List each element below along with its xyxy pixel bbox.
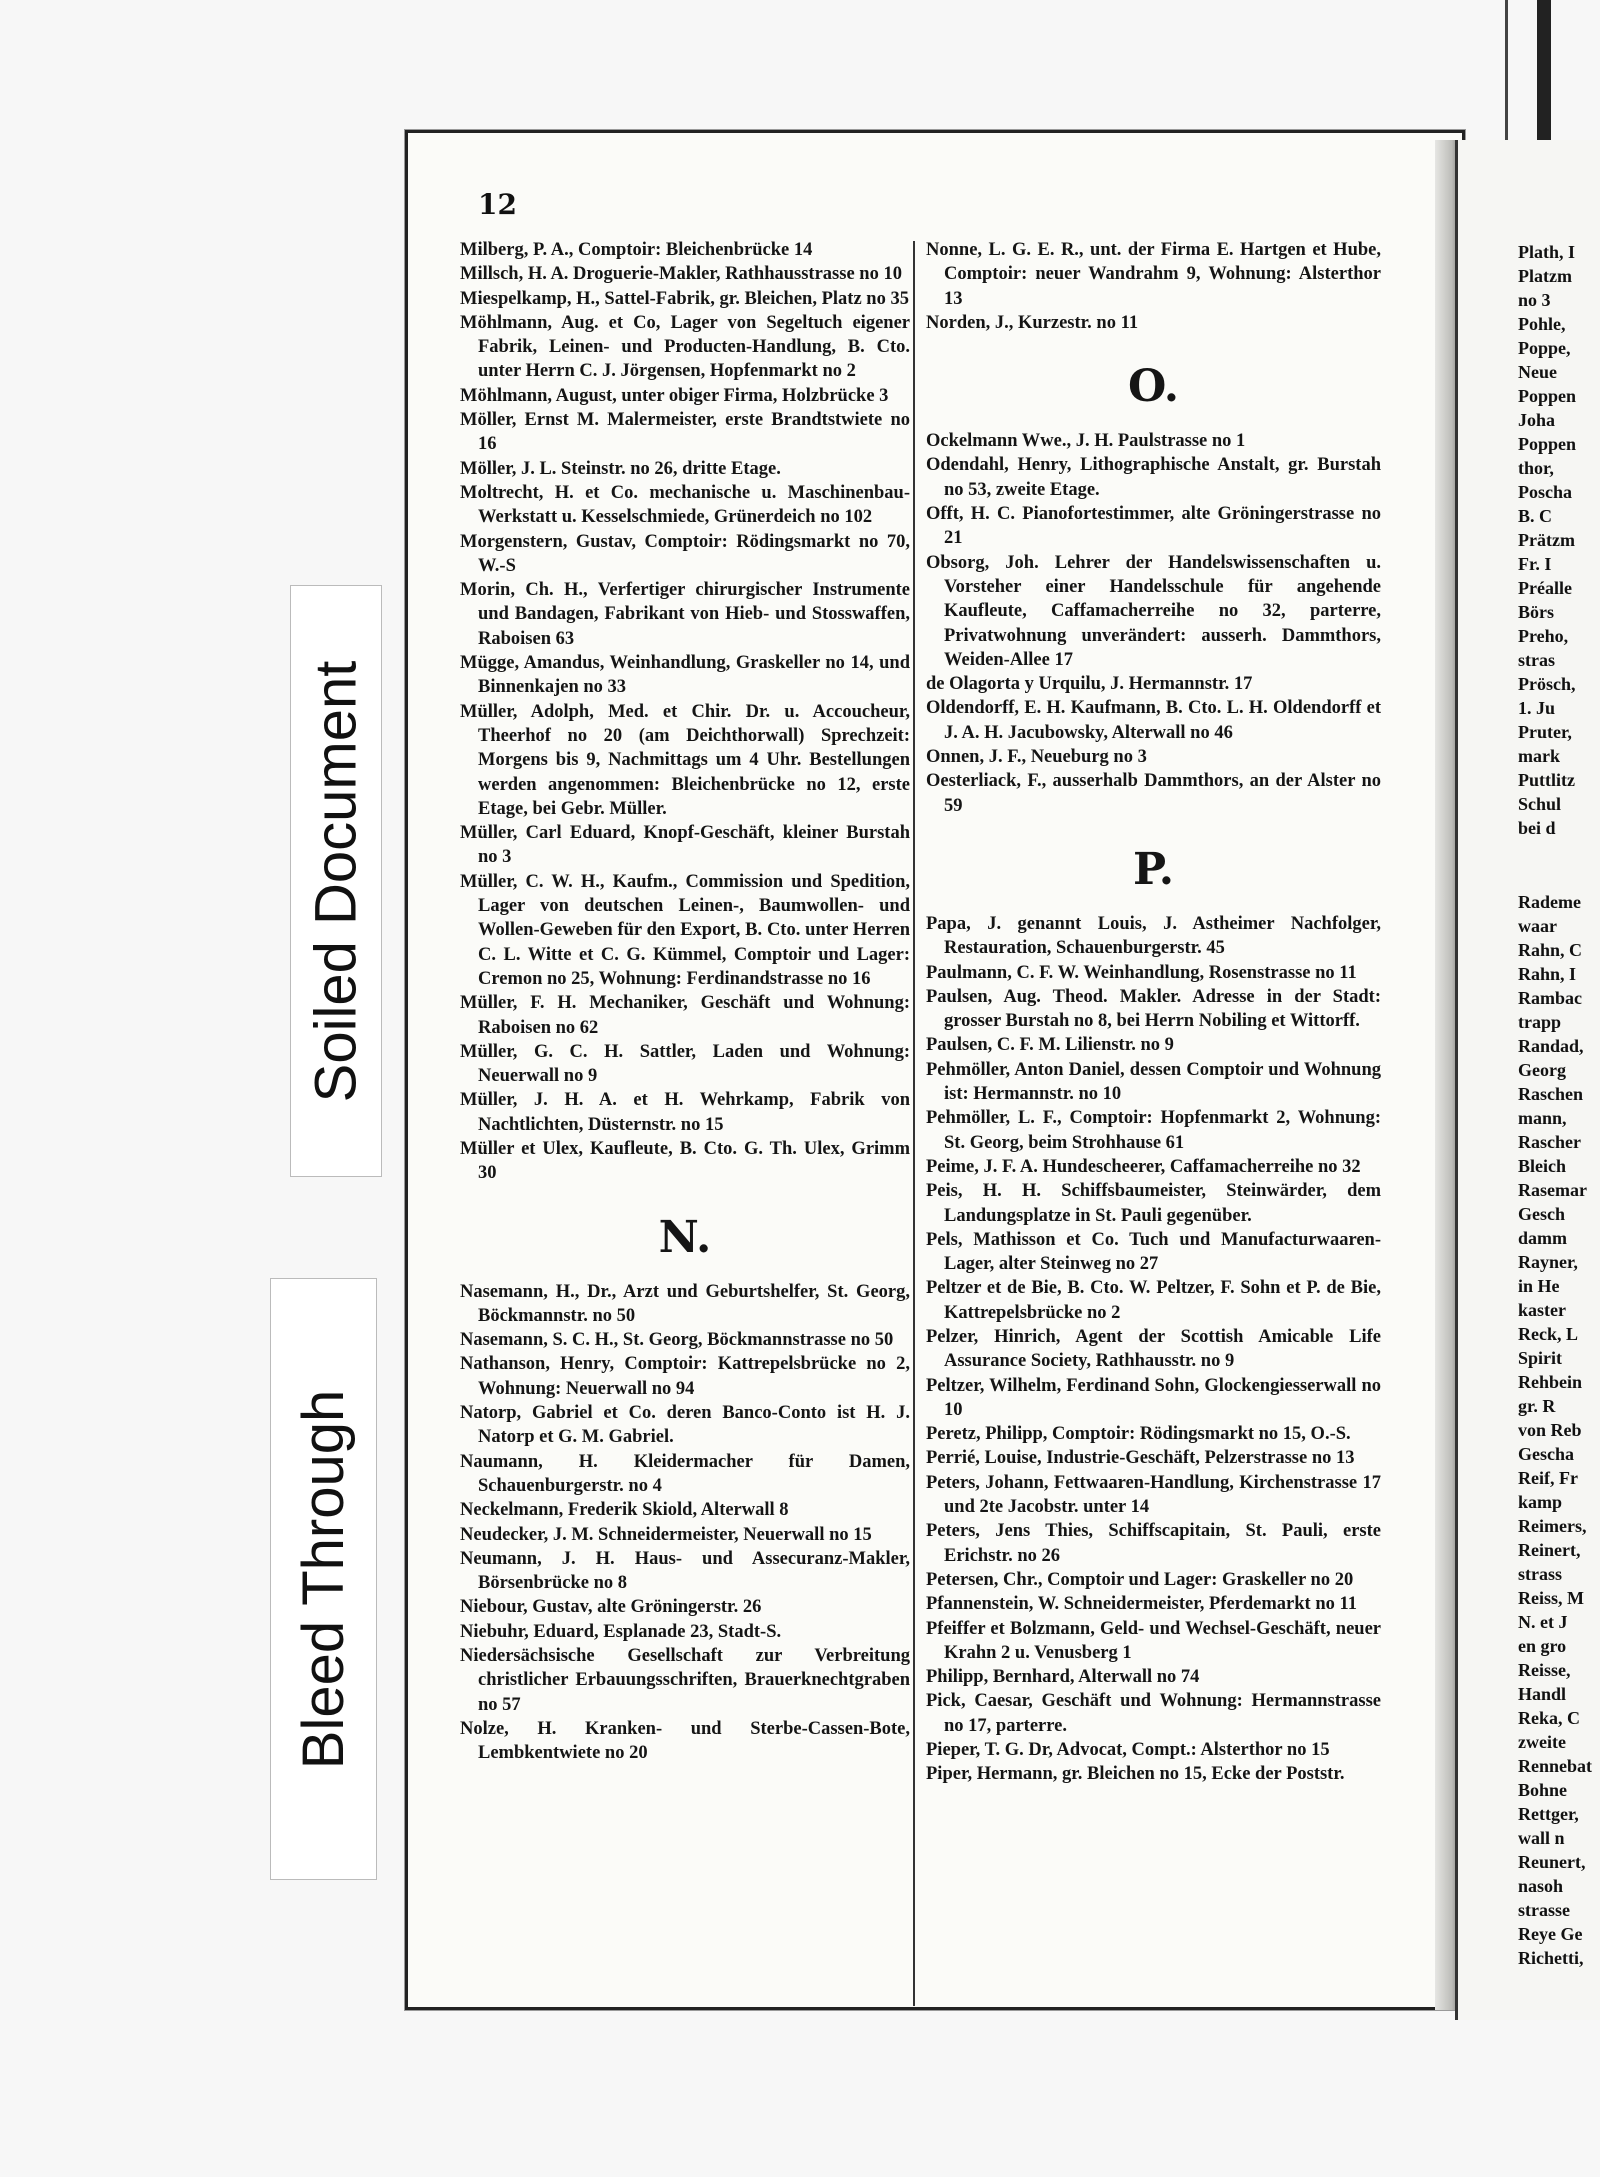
right-column xyxy=(926,238,1381,1787)
column-divider xyxy=(913,241,915,2006)
directory-entry: Oldendorff, E. H. Kaufmann, B. Cto. L. H. Oldendorff et J. A. H. Jacubowsky, Alterwall no 46 xyxy=(926,698,1381,743)
directory-entry: Paulsen, C. F. M. Lilienstr. no 9 xyxy=(926,1035,1174,1056)
entries-n xyxy=(460,1280,910,1766)
directory-entry: Möhlmann, Aug. et Co, Lager von Segeltuch eigener Fabrik, Leinen- und Producten-Handlung, B. Cto. unter Herrn C. J. Jörgensen, Hopfenmarkt no 2 xyxy=(460,312,910,382)
adjacent-entry-fragment: Gesch xyxy=(1518,1204,1565,1224)
adjacent-entry-fragment: Gescha xyxy=(1518,1444,1574,1464)
directory-entry: Niebour, Gustav, alte Gröningerstr. 26 xyxy=(460,1597,762,1618)
adjacent-entry-fragment: Raschen xyxy=(1518,1084,1584,1104)
directory-entry: Offt, H. C. Pianofortestimmer, alte Gröningerstrasse no 21 xyxy=(926,504,1381,549)
directory-entry: Müller, G. C. H. Sattler, Laden und Wohnung: Neuerwall no 9 xyxy=(460,1041,910,1087)
adjacent-entry-fragment: no 3 xyxy=(1518,290,1551,310)
entries-o xyxy=(926,429,1381,818)
adjacent-entry-fragment: Rahn, C xyxy=(1518,940,1583,960)
adjacent-entry-fragment: Reiss, M xyxy=(1518,1588,1584,1608)
directory-entry: Nonne, L. G. E. R., unt. der Firma E. Hartgen et Hube, Comptoir: neuer Wandrahm 9, Wohnung: Alsterthor 13 xyxy=(926,240,1381,309)
adjacent-column xyxy=(1518,240,1600,1970)
adjacent-entry-fragment: Reisse, xyxy=(1518,1660,1571,1680)
adjacent-entry-fragment: Platzm xyxy=(1518,266,1572,286)
adjacent-entry-fragment: mark xyxy=(1518,746,1560,766)
adjacent-entry-fragment: zweite xyxy=(1518,1732,1566,1752)
adjacent-entry-fragment: wall n xyxy=(1518,1828,1565,1848)
directory-entry: Möller, J. L. Steinstr. no 26, dritte Etage. xyxy=(460,458,781,479)
adjacent-entry-fragment: B. C xyxy=(1518,506,1553,526)
adjacent-entry-fragment: kamp xyxy=(1518,1492,1563,1512)
directory-entry: Natorp, Gabriel et Co. deren Banco-Conto ist H. J. Natorp et G. M. Gabriel. xyxy=(460,1403,910,1448)
adjacent-entry-fragment: Pruter, xyxy=(1518,722,1572,742)
directory-entry: Müller, J. H. A. et H. Wehrkamp, Fabrik von Nachtlichten, Düsternstr. no 15 xyxy=(460,1090,910,1135)
directory-entry: Miespelkamp, H., Sattel-Fabrik, gr. Bleichen, Platz no 35 xyxy=(460,288,909,309)
directory-entry: Peltzer, Wilhelm, Ferdinand Sohn, Glockengiesserwall no 10 xyxy=(926,1375,1381,1420)
adjacent-entry-fragment: Reunert, xyxy=(1518,1852,1586,1872)
adjacent-entry-fragment: Handl xyxy=(1518,1684,1567,1704)
directory-entry: Pieper, T. G. Dr, Advocat, Compt.: Alsterthor no 15 xyxy=(926,1740,1330,1761)
directory-entry: Peters, Johann, Fettwaaren-Handlung, Kirchenstrasse 17 und 2te Jacobstr. unter 14 xyxy=(926,1472,1381,1518)
page-number: 12 xyxy=(478,188,517,221)
directory-entry: Peltzer et de Bie, B. Cto. W. Peltzer, F. Sohn et P. de Bie, Kattrepelsbrücke no 2 xyxy=(926,1278,1381,1323)
adjacent-entry-fragment: Prätzm xyxy=(1518,530,1575,550)
adjacent-entries-p xyxy=(1518,240,1600,840)
directory-entry: Moltrecht, H. et Co. mechanische u. Maschinenbau-Werkstatt u. Kesselschmiede, Grünerdeich no 102 xyxy=(460,482,910,528)
adjacent-entry-fragment: Preho, xyxy=(1518,626,1569,646)
directory-entry: Nathanson, Henry, Comptoir: Kattrepelsbrücke no 2, Wohnung: Neuerwall no 94 xyxy=(460,1354,910,1399)
directory-entry: Nasemann, H., Dr., Arzt und Geburtshelfer, St. Georg, Böckmannstr. no 50 xyxy=(460,1281,910,1326)
adjacent-entry-fragment: Rehbein xyxy=(1518,1372,1583,1392)
directory-entry: Mügge, Amandus, Weinhandlung, Graskeller no 14, und Binnenkajen no 33 xyxy=(460,653,910,698)
adjacent-entry-fragment: Poppen xyxy=(1518,434,1577,454)
directory-entry: Piper, Hermann, gr. Bleichen no 15, Ecke der Poststr. xyxy=(926,1764,1345,1785)
adjacent-entry-fragment: Joha xyxy=(1518,410,1556,430)
directory-entry: Müller, F. H. Mechaniker, Geschäft und Wohnung: Raboisen no 62 xyxy=(460,993,910,1038)
adjacent-entries-r xyxy=(1518,890,1600,1970)
adjacent-entry-fragment: Neue xyxy=(1518,362,1557,382)
adjacent-entry-fragment: Reye Ge xyxy=(1518,1924,1583,1944)
directory-entry: Pehmöller, L. F., Comptoir: Hopfenmarkt 2, Wohnung: St. Georg, beim Strohhause 61 xyxy=(926,1108,1381,1153)
adjacent-entry-fragment: Pohle, xyxy=(1518,314,1566,334)
left-column xyxy=(460,238,910,1766)
directory-entry: de Olagorta y Urquilu, J. Hermannstr. 17 xyxy=(926,674,1253,695)
directory-entry: Peis, H. H. Schiffsbaumeister, Steinwärder, dem Landungsplatze in St. Pauli gegenüber. xyxy=(926,1181,1381,1226)
adjacent-entry-fragment: Georg xyxy=(1518,1060,1566,1080)
directory-entry: Millsch, H. A. Droguerie-Makler, Rathhausstrasse no 10 xyxy=(460,264,902,285)
directory-entry: Neumann, J. H. Haus- und Assecuranz-Makler, Börsenbrücke no 8 xyxy=(460,1548,910,1594)
directory-entry: Neudecker, J. M. Schneidermeister, Neuerwall no 15 xyxy=(460,1524,872,1545)
adjacent-entry-fragment: Rettger, xyxy=(1518,1804,1579,1824)
adjacent-entry-fragment: gr. R xyxy=(1518,1396,1556,1416)
directory-entry: Paulmann, C. F. W. Weinhandlung, Rosenstrasse no 11 xyxy=(926,962,1357,983)
directory-entry: Pelzer, Hinrich, Agent der Scottish Amicable Life Assurance Society, Rathhausstr. no 9 xyxy=(926,1326,1381,1372)
adjacent-entry-fragment: Reinert, xyxy=(1518,1540,1581,1560)
entries-m xyxy=(460,238,910,1186)
adjacent-entry-fragment: Reck, L xyxy=(1518,1324,1578,1344)
adjacent-entry-fragment: Rasemar xyxy=(1518,1180,1587,1200)
adjacent-entry-fragment: von Reb xyxy=(1518,1420,1582,1440)
adjacent-entry-fragment: Rascher xyxy=(1518,1132,1581,1152)
adjacent-entry-fragment: en gro xyxy=(1518,1636,1567,1656)
adjacent-entry-fragment: Plath, I xyxy=(1518,242,1576,262)
directory-entry: Möhlmann, August, unter obiger Firma, Holzbrücke 3 xyxy=(460,385,889,406)
adjacent-entry-fragment: Rademe xyxy=(1518,892,1581,912)
soiled-document-label: Soiled Document xyxy=(290,585,382,1177)
directory-entry: Nolze, H. Kranken- und Sterbe-Cassen-Bote, Lembkentwiete no 20 xyxy=(460,1718,910,1764)
adjacent-entry-fragment: Bohne xyxy=(1518,1780,1568,1800)
directory-entry: Ockelmann Wwe., J. H. Paulstrasse no 1 xyxy=(926,431,1246,452)
adjacent-entry-fragment: Prösch, xyxy=(1518,674,1576,694)
directory-entry: Naumann, H. Kleidermacher für Damen, Schauenburgerstr. no 4 xyxy=(460,1451,910,1496)
adjacent-entry-fragment: waar xyxy=(1518,916,1557,936)
directory-entry: Niedersächsische Gesellschaft zur Verbreitung christlicher Erbauungsschriften, Brauerknechtgraben no 57 xyxy=(460,1646,910,1715)
adjacent-entry-fragment: trapp xyxy=(1518,1012,1562,1032)
adjacent-entry-fragment: Fr. I xyxy=(1518,554,1552,574)
directory-entry: Philipp, Bernhard, Alterwall no 74 xyxy=(926,1667,1200,1688)
directory-entry: Morgenstern, Gustav, Comptoir: Rödingsmarkt no 70, W.-S xyxy=(460,531,910,576)
adjacent-entry-fragment: damm xyxy=(1518,1228,1567,1248)
adjacent-entry-fragment: Rennebat xyxy=(1518,1756,1593,1776)
adjacent-entry-fragment: Reif, Fr xyxy=(1518,1468,1578,1488)
directory-entry: Norden, J., Kurzestr. no 11 xyxy=(926,312,1139,333)
adjacent-entry-fragment: mann, xyxy=(1518,1108,1567,1128)
adjacent-entry-fragment: 1. Ju xyxy=(1518,698,1556,718)
adjacent-entry-fragment: Rambac xyxy=(1518,988,1582,1008)
adjacent-entry-fragment: Rayner, xyxy=(1518,1252,1578,1272)
directory-entry: Papa, J. genannt Louis, J. Astheimer Nachfolger, Restauration, Schauenburgerstr. 45 xyxy=(926,913,1381,959)
page-edge-dark xyxy=(1537,0,1551,150)
adjacent-entry-fragment: Schul xyxy=(1518,794,1562,814)
directory-entry: Onnen, J. F., Neueburg no 3 xyxy=(926,747,1147,768)
adjacent-entry-fragment: bei d xyxy=(1518,818,1556,838)
adjacent-page xyxy=(1455,140,1600,2020)
adjacent-entry-fragment: Randad, xyxy=(1518,1036,1584,1056)
directory-entry: Müller, Carl Eduard, Knopf-Geschäft, kleiner Burstah no 3 xyxy=(460,823,910,868)
adjacent-entry-fragment: Préalle xyxy=(1518,578,1572,598)
adjacent-entry-fragment: Reimers, xyxy=(1518,1516,1587,1536)
directory-entry: Niebuhr, Eduard, Esplanade 23, Stadt-S. xyxy=(460,1621,782,1642)
directory-entry: Paulsen, Aug. Theod. Makler. Adresse in der Stadt: grosser Burstah no 8, bei Herrn Nobiling et Wittorff. xyxy=(926,986,1381,1032)
adjacent-entry-fragment: thor, xyxy=(1518,458,1554,478)
adjacent-entry-fragment: Reka, C xyxy=(1518,1708,1580,1728)
directory-entry: Müller, C. W. H., Kaufm., Commission und Spedition, Lager von deutschen Leinen-, Baumwollen- und Wollen-Geweben für den Export, B. Cto. unter Herren C. L. Witte et C. G. Kümmel, Comptoir und Lager: Cremon no 25, Wohnung: Ferdinandstrasse no 16 xyxy=(460,871,910,989)
directory-entry: Peretz, Philipp, Comptoir: Rödingsmarkt no 15, O.-S. xyxy=(926,1424,1351,1445)
section-letter-p: P. xyxy=(1132,843,1175,895)
directory-entry: Perrié, Louise, Industrie-Geschäft, Pelzerstrasse no 13 xyxy=(926,1448,1355,1469)
adjacent-entry-fragment: Bleich xyxy=(1518,1156,1566,1176)
directory-entry: Müller et Ulex, Kaufleute, B. Cto. G. Th. Ulex, Grimm 30 xyxy=(460,1138,910,1184)
adjacent-entry-fragment: Puttlitz xyxy=(1518,770,1575,790)
bleed-through-label: Bleed Through xyxy=(270,1278,377,1880)
directory-entry: Pick, Caesar, Geschäft und Wohnung: Hermannstrasse no 17, parterre. xyxy=(926,1691,1381,1736)
directory-entry: Petersen, Chr., Comptoir und Lager: Graskeller no 20 xyxy=(926,1569,1354,1590)
section-letter-o: O. xyxy=(1127,361,1180,413)
adjacent-entry-fragment: Börs xyxy=(1518,602,1554,622)
entries-n-continued xyxy=(926,238,1381,335)
directory-entry: Neckelmann, Frederik Skiold, Alterwall 8 xyxy=(460,1500,789,1521)
adjacent-entry-fragment: strass xyxy=(1518,1564,1562,1584)
adjacent-entry-fragment: Rahn, I xyxy=(1518,964,1577,984)
adjacent-entry-fragment: stras xyxy=(1518,650,1555,670)
adjacent-entry-fragment: N. et J xyxy=(1518,1612,1568,1632)
adjacent-entry-fragment: Poppen xyxy=(1518,386,1577,406)
directory-entry: Möller, Ernst M. Malermeister, erste Brandtstwiete no 16 xyxy=(460,410,910,455)
directory-entry: Odendahl, Henry, Lithographische Anstalt, gr. Burstah no 53, zweite Etage. xyxy=(926,455,1381,500)
directory-entry: Pehmöller, Anton Daniel, dessen Comptoir und Wohnung ist: Hermannstr. no 10 xyxy=(926,1059,1381,1105)
adjacent-entry-fragment: Poppe, xyxy=(1518,338,1571,358)
directory-entry: Pfannenstein, W. Schneidermeister, Pferdemarkt no 11 xyxy=(926,1594,1357,1615)
adjacent-entry-fragment: Spirit xyxy=(1518,1348,1563,1368)
adjacent-entry-fragment: nasoh xyxy=(1518,1876,1564,1896)
directory-entry: Peters, Jens Thies, Schiffscapitain, St. Pauli, erste Erichstr. no 26 xyxy=(926,1521,1381,1566)
section-letter-n: N. xyxy=(658,1211,712,1263)
directory-page xyxy=(405,130,1465,2010)
adjacent-entry-fragment: strasse xyxy=(1518,1900,1570,1920)
adjacent-entry-fragment: kaster xyxy=(1518,1300,1566,1320)
directory-entry: Milberg, P. A., Comptoir: Bleichenbrücke 14 xyxy=(460,240,813,260)
adjacent-entry-fragment: Richetti, xyxy=(1518,1948,1584,1968)
directory-entry: Morin, Ch. H., Verfertiger chirurgischer Instrumente und Bandagen, Fabrikant von Hieb- und Stosswaffen, Raboisen 63 xyxy=(460,580,910,649)
directory-entry: Pfeiffer et Bolzmann, Geld- und Wechsel-Geschäft, neuer Krahn 2 u. Venusberg 1 xyxy=(926,1618,1381,1663)
directory-entry: Nasemann, S. C. H., St. Georg, Böckmannstrasse no 50 xyxy=(460,1330,894,1351)
directory-entry: Obsorg, Joh. Lehrer der Handelswissenschaften u. Vorsteher einer Handelsschule für angehende Kaufleute, Caffamacherreihe no 32, parterre, Privatwohnung unverändert: ausserh. Dammthors, Weiden-Allee 17 xyxy=(926,552,1381,670)
adjacent-entry-fragment: in He xyxy=(1518,1276,1560,1296)
page-edge-line xyxy=(1505,0,1508,150)
directory-entry: Müller, Adolph, Med. et Chir. Dr. u. Accoucheur, Theerhof no 20 (am Deichthorwall) Sprechzeit: Morgens bis 9, Nachmittags um 4 Uhr. Bestellungen werden angenommen: Bleichenbrücke no 12, erste Etage, bei Gebr. Müller. xyxy=(460,701,910,819)
directory-entry: Pels, Mathisson et Co. Tuch und Manufacturwaaren-Lager, alter Steinweg no 27 xyxy=(926,1229,1381,1275)
directory-entry: Peime, J. F. A. Hundescheerer, Caffamacherreihe no 32 xyxy=(926,1156,1361,1177)
directory-entry: Oesterliack, F., ausserhalb Dammthors, an der Alster no 59 xyxy=(926,771,1381,816)
entries-p xyxy=(926,912,1381,1787)
adjacent-entry-fragment: Poscha xyxy=(1518,482,1572,502)
